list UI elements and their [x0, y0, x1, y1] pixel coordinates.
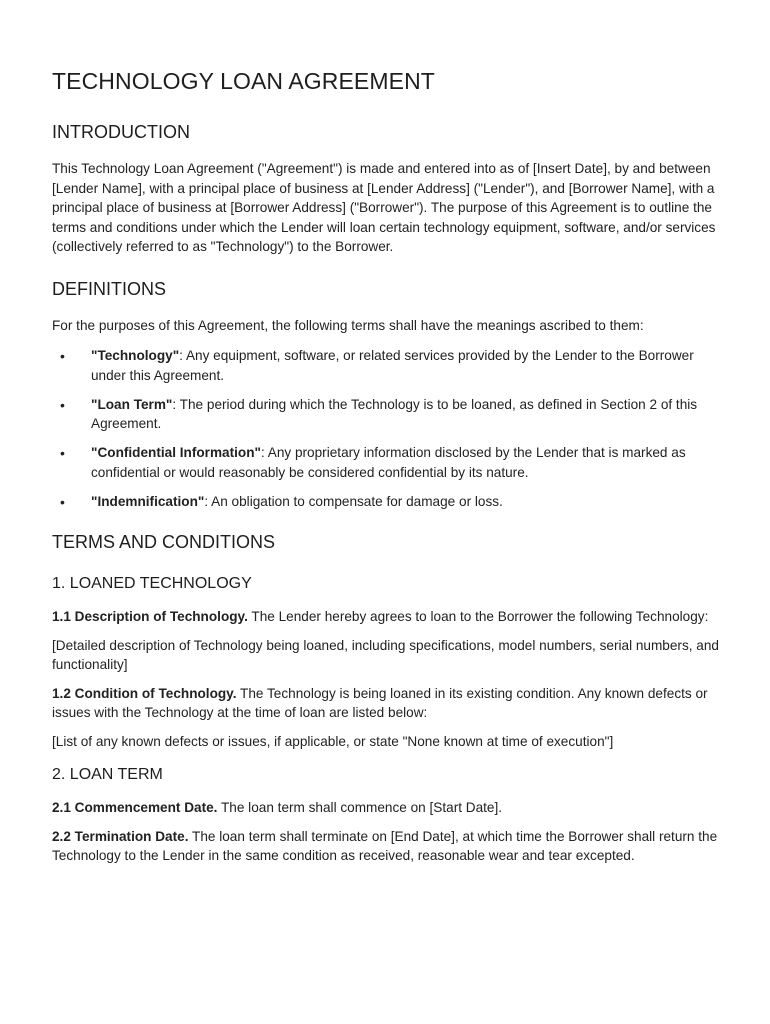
clause-1-1-detail: [Detailed description of Technology being loaned, including specifications, model numbers, serial numbers, and functionality] [52, 637, 719, 672]
definition-text: : The period during which the Technology is to be loaned, as defined in Section 2 of this Agreement. [91, 396, 698, 431]
definition-term: "Confidential Information" [91, 445, 261, 460]
document-title: TECHNOLOGY LOAN AGREEMENT [52, 68, 435, 94]
definition-term: "Technology" [91, 348, 180, 363]
definition-item [52, 492, 720, 512]
definition-term: "Loan Term" [91, 396, 173, 412]
definitions-intro: For the purposes of this Agreement, the following terms shall have the meanings ascribed to them: [52, 317, 644, 333]
definitions-heading: DEFINITIONS [52, 278, 167, 299]
definition-item [52, 395, 720, 434]
definition-term: "Indemnification" [91, 493, 205, 509]
introduction-heading: INTRODUCTION [52, 122, 190, 142]
clause-label: 1.1 Description of Technology. [52, 609, 248, 624]
clause-text: The loan term shall terminate on [End Date], at which time the Borrower shall return the Technology to the Lender in the same condition as received, reasonable wear and tear excepted. [52, 828, 718, 863]
bullet-icon: • [60, 445, 65, 461]
definition-item [52, 443, 720, 482]
clause-1-2 [52, 684, 720, 723]
clause-label: 1.2 Condition of Technology. [52, 685, 237, 701]
bullet-icon: • [60, 396, 65, 413]
section-2-heading: 2. LOAN TERM [52, 766, 163, 783]
definitions-list [52, 346, 720, 511]
definition-text: : An obligation to compensate for damage or loss. [204, 493, 503, 509]
bullet-icon: • [60, 493, 65, 510]
clause-1-2-detail: [List of any known defects or issues, if applicable, or state "None known at time of execution"] [52, 733, 614, 749]
section-1-heading: 1. LOANED TECHNOLOGY [52, 575, 252, 592]
definition-text: : Any equipment, software, or related services provided by the Lender to the Borrower under this Agreement. [91, 348, 694, 383]
introduction-text: This Technology Loan Agreement ("Agreement") is made and entered into as of [Insert Date], by and between [Lender Name], with a principal place of business at [Lender Address] ("Lender"), and [Borrower Name], with a principal place of business at [Borrower Address] ("Borrower"). The purpose of this Agreement is to outline the terms and conditions under which the Lender will loan certain technology equipment, software, and/or services (collectively referred to as "Technology") to the Borrower. [52, 161, 716, 254]
clause-1-1 [52, 607, 720, 627]
bullet-icon: • [60, 348, 65, 364]
clause-2-2 [52, 827, 720, 866]
clause-text: The Lender hereby agrees to loan to the Borrower the following Technology: [247, 609, 709, 624]
definition-text: : Any proprietary information disclosed by the Lender that is marked as confidential or would reasonably be considered confidential by its nature. [91, 445, 686, 480]
clause-text: The Technology is being loaned in its existing condition. Any known defects or issues with the Technology at the time of loan are listed below: [52, 685, 708, 720]
clause-label: 2.1 Commencement Date. [52, 800, 218, 815]
clause-label: 2.2 Termination Date. [52, 828, 189, 844]
definition-item [52, 346, 720, 385]
clause-2-1 [52, 798, 720, 818]
terms-heading: TERMS AND CONDITIONS [52, 532, 276, 552]
document-page [52, 68, 720, 875]
clause-text: The loan term shall commence on [Start Date]. [217, 800, 503, 815]
